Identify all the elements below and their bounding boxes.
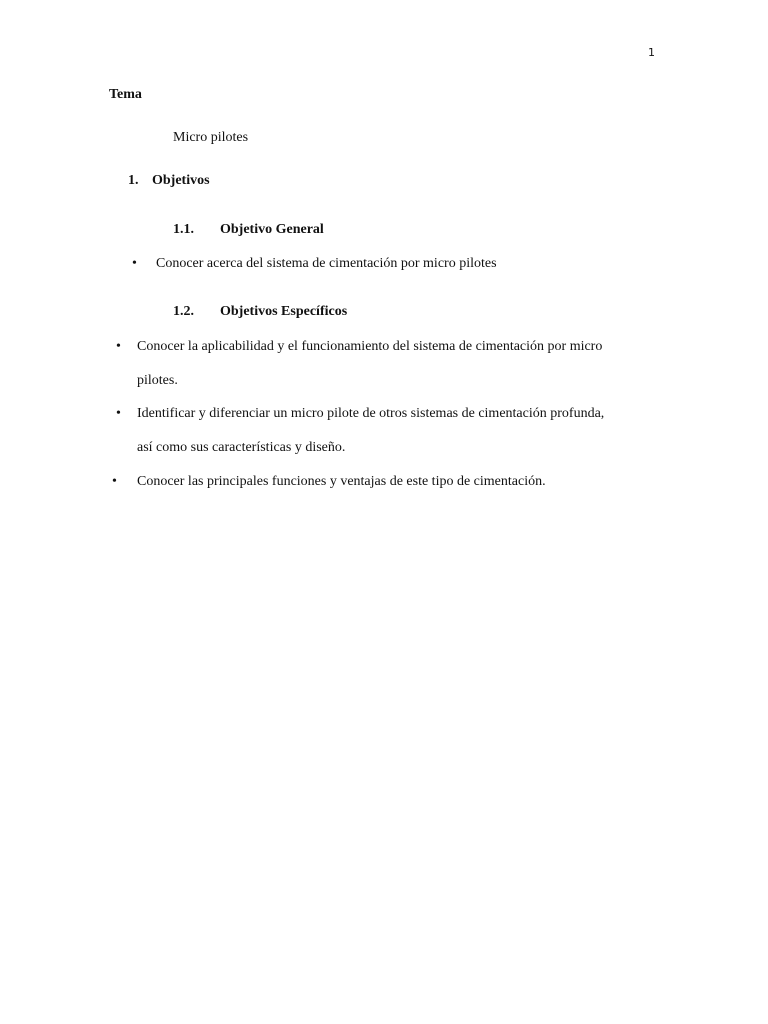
bullet-icon: • (112, 474, 117, 489)
page-number: 1 (648, 46, 655, 59)
bullet-icon: • (116, 406, 121, 421)
section-1-1-title: Objetivo General (220, 222, 324, 237)
specific-objective-2-line-2: así como sus características y diseño. (137, 440, 346, 455)
section-1-number: 1. (128, 173, 139, 188)
heading-tema: Tema (109, 87, 142, 102)
bullet-icon: • (132, 256, 137, 271)
bullet-icon: • (116, 339, 121, 354)
specific-objective-1-line-2: pilotes. (137, 373, 178, 388)
topic-text: Micro pilotes (173, 130, 249, 145)
section-1-2-number: 1.2. (173, 304, 194, 319)
specific-objective-3-line-1: Conocer las principales funciones y ventajas de este tipo de cimentación. (137, 474, 546, 489)
general-objective-text: Conocer acerca del sistema de cimentación por micro pilotes (156, 256, 497, 271)
section-1-title: Objetivos (152, 173, 210, 188)
section-1-2-title: Objetivos Específicos (220, 304, 348, 319)
specific-objective-2-line-1: Identificar y diferenciar un micro pilote de otros sistemas de cimentación profunda, (137, 406, 605, 421)
section-1-1-number: 1.1. (173, 222, 194, 237)
specific-objective-1-line-1: Conocer la aplicabilidad y el funcionamiento del sistema de cimentación por micro (137, 339, 603, 354)
